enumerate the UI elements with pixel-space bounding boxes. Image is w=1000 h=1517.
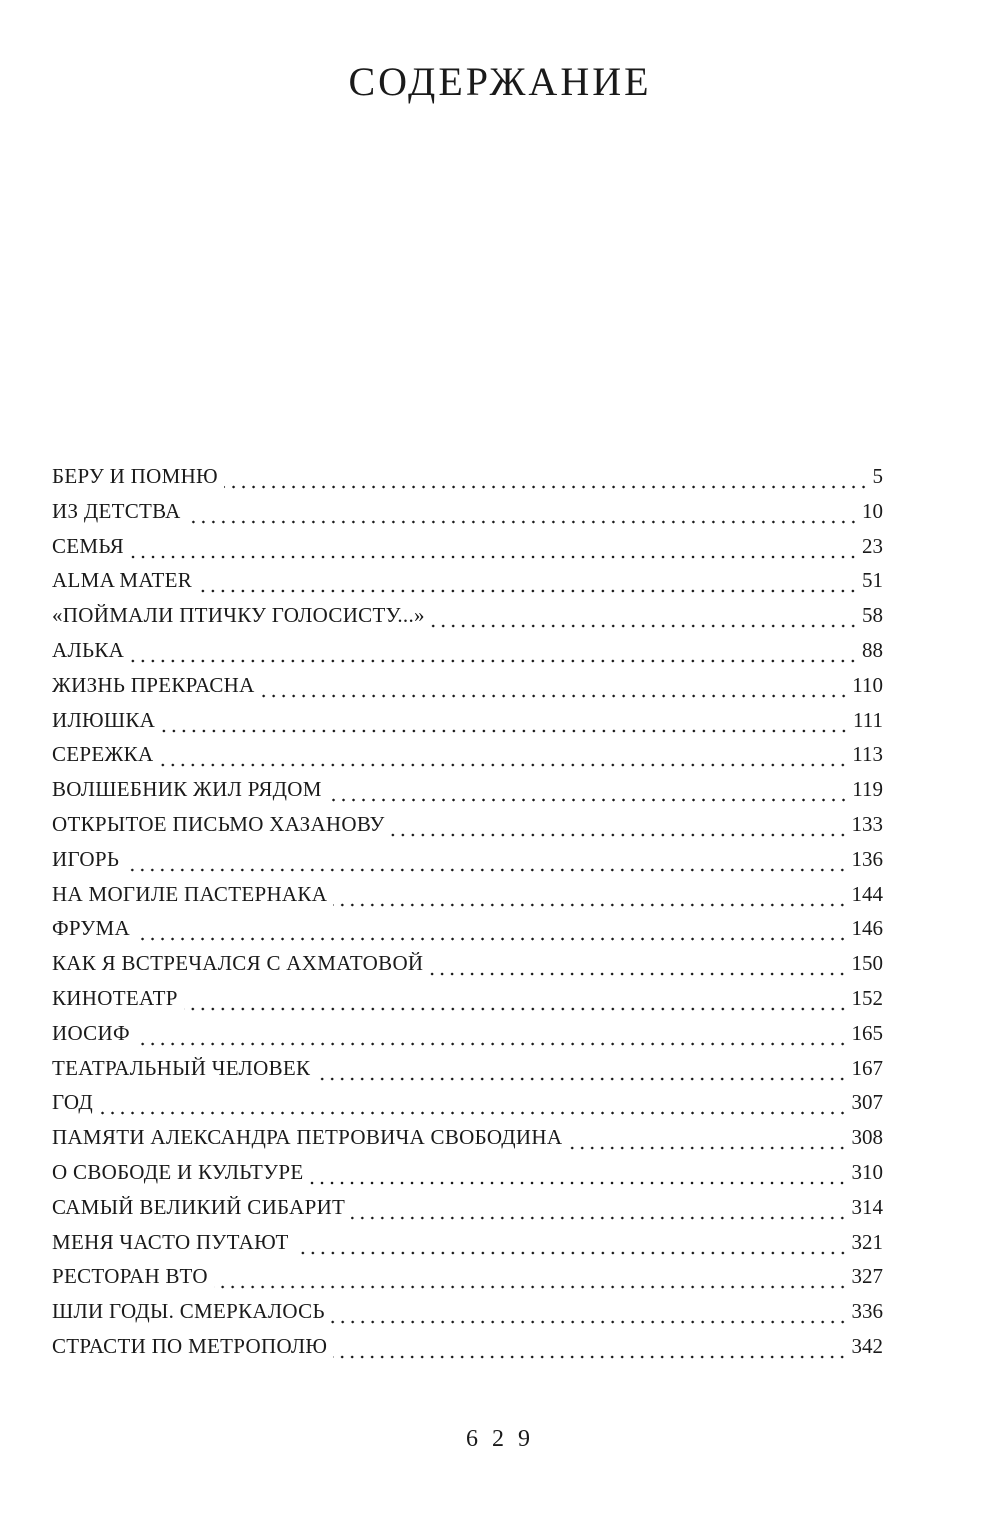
toc-entry-page: 308 [851, 1125, 883, 1150]
toc-leader-dots [391, 833, 848, 837]
toc-entry-page: 165 [851, 1020, 883, 1045]
toc-entry[interactable] [52, 563, 883, 598]
toc-entry-title: ШЛИ ГОДЫ. СМЕРКАЛОСЬ [52, 1299, 325, 1324]
toc-entry-page: 110 [852, 672, 883, 697]
toc-entry-page: 150 [851, 951, 883, 976]
toc-entry[interactable] [52, 737, 883, 772]
toc-entry-page: 10 [862, 498, 883, 523]
table-of-contents [52, 459, 883, 1364]
toc-entry-title: ГОД [52, 1090, 93, 1115]
toc-entry-page: 144 [851, 881, 883, 906]
toc-entry-title: БЕРУ И ПОМНЮ [52, 464, 218, 488]
toc-leader-dots [161, 729, 849, 733]
toc-entry[interactable] [52, 1155, 883, 1190]
toc-entry[interactable] [52, 981, 883, 1016]
toc-entry[interactable] [52, 877, 883, 912]
toc-entry-page: 88 [862, 637, 883, 662]
toc-entry[interactable] [52, 1016, 883, 1051]
toc-entry-title: ТЕАТРАЛЬНЫЙ ЧЕЛОВЕК [52, 1055, 311, 1080]
toc-entry-title: САМЫЙ ВЕЛИКИЙ СИБАРИТ [52, 1194, 346, 1219]
toc-entry[interactable] [52, 1329, 883, 1364]
toc-entry[interactable] [52, 1120, 883, 1155]
toc-entry-page: 23 [862, 533, 883, 558]
toc-entry-title: РЕСТОРАН ВТО [52, 1264, 208, 1289]
toc-entry[interactable] [52, 598, 883, 633]
toc-entry[interactable] [52, 842, 883, 877]
toc-entry[interactable] [52, 1225, 883, 1260]
toc-entry-page: 342 [851, 1333, 883, 1358]
toc-leader-dots [214, 1285, 848, 1289]
toc-entry-title: ИГОРЬ [52, 846, 120, 871]
toc-entry[interactable] [52, 772, 883, 807]
toc-leader-dots [295, 1251, 848, 1255]
toc-entry-title: СЕМЬЯ [52, 533, 124, 558]
toc-entry-page: 5 [872, 464, 883, 488]
toc-leader-dots [333, 903, 847, 907]
toc-entry-title: ALMA MATER [52, 568, 193, 593]
toc-entry-title: КАК Я ВСТРЕЧАЛСЯ С АХМАТОВОЙ [52, 951, 424, 976]
page-title: СОДЕРЖАНИЕ [348, 59, 652, 104]
toc-leader-dots [125, 868, 847, 872]
toc-entry-title: МЕНЯ ЧАСТО ПУТАЮТ [52, 1229, 289, 1254]
toc-entry-title: ЖИЗНЬ ПРЕКРАСНА [52, 672, 255, 697]
toc-entry-title: ИЛЮШКА [52, 707, 156, 732]
toc-leader-dots [136, 937, 848, 941]
toc-leader-dots [333, 1355, 847, 1359]
toc-entry-page: 327 [851, 1264, 883, 1289]
toc-entry[interactable] [52, 494, 883, 529]
toc-entry-title: О СВОБОДЕ И КУЛЬТУРЕ [52, 1159, 304, 1184]
toc-entry-page: 51 [862, 568, 883, 593]
toc-leader-dots [184, 1007, 848, 1011]
toc-entry[interactable] [52, 633, 883, 668]
toc-leader-dots [198, 589, 858, 593]
toc-leader-dots [431, 624, 858, 628]
toc-entry[interactable] [52, 1085, 883, 1120]
toc-leader-dots [187, 520, 858, 524]
toc-entry-page: 152 [851, 985, 883, 1010]
toc-entry[interactable] [52, 529, 883, 564]
toc-entry-title: ИЗ ДЕТСТВА [52, 498, 181, 523]
toc-entry-page: 111 [853, 707, 883, 732]
toc-entry-page: 133 [851, 811, 883, 836]
toc-leader-dots [130, 659, 858, 663]
toc-entry-page: 119 [852, 777, 883, 802]
toc-leader-dots [136, 1042, 848, 1046]
toc-entry-page: 136 [851, 846, 883, 871]
toc-entry[interactable] [52, 1190, 883, 1225]
toc-entry-title: ВОЛШЕБНИК ЖИЛ РЯДОМ [52, 777, 322, 802]
toc-leader-dots [159, 763, 848, 767]
toc-entry[interactable] [52, 911, 883, 946]
toc-entry[interactable] [52, 459, 883, 494]
toc-entry[interactable] [52, 668, 883, 703]
toc-entry[interactable] [52, 1259, 883, 1294]
toc-leader-dots [316, 1077, 847, 1081]
toc-entry-title: ПАМЯТИ АЛЕКСАНДРА ПЕТРОВИЧА СВОБОДИНА [52, 1125, 563, 1150]
toc-leader-dots [429, 972, 847, 976]
toc-entry-page: 321 [851, 1229, 883, 1254]
toc-entry[interactable] [52, 1294, 883, 1329]
toc-entry-title: ОТКРЫТОЕ ПИСЬМО ХАЗАНОВУ [52, 811, 385, 836]
toc-entry-page: 113 [852, 742, 883, 767]
toc-leader-dots [328, 798, 849, 802]
toc-entry-title: СТРАСТИ ПО МЕТРОПОЛЮ [52, 1333, 328, 1358]
toc-entry-title: ИОСИФ [52, 1020, 130, 1045]
toc-entry-page: 167 [851, 1055, 883, 1080]
toc-leader-dots [568, 1146, 847, 1150]
toc-entry-page: 307 [851, 1090, 883, 1115]
toc-entry[interactable] [52, 1051, 883, 1086]
page-number: 6 2 9 [466, 1426, 534, 1452]
toc-entry-title: АЛЬКА [52, 637, 125, 662]
toc-leader-dots [224, 485, 869, 489]
toc-leader-dots [99, 1111, 848, 1115]
toc-entry-title: «ПОЙМАЛИ ПТИЧКУ ГОЛОСИСТУ...» [52, 603, 425, 628]
toc-entry[interactable] [52, 807, 883, 842]
toc-leader-dots [130, 555, 858, 559]
toc-entry-title: НА МОГИЛЕ ПАСТЕРНАКА [52, 881, 328, 906]
toc-entry-title: КИНОТЕАТР [52, 985, 178, 1010]
toc-entry-page: 58 [862, 603, 883, 628]
toc-entry-title: ФРУМА [52, 916, 130, 941]
toc-entry[interactable] [52, 703, 883, 738]
toc-leader-dots [331, 1320, 848, 1324]
toc-leader-dots [261, 694, 849, 698]
toc-leader-dots [309, 1181, 847, 1185]
toc-entry[interactable] [52, 946, 883, 981]
toc-entry-title: СЕРЕЖКА [52, 742, 154, 767]
toc-leader-dots [351, 1216, 847, 1220]
toc-entry-page: 310 [851, 1159, 883, 1184]
toc-entry-page: 314 [851, 1194, 883, 1219]
toc-entry-page: 146 [851, 916, 883, 941]
toc-entry-page: 336 [851, 1299, 883, 1324]
